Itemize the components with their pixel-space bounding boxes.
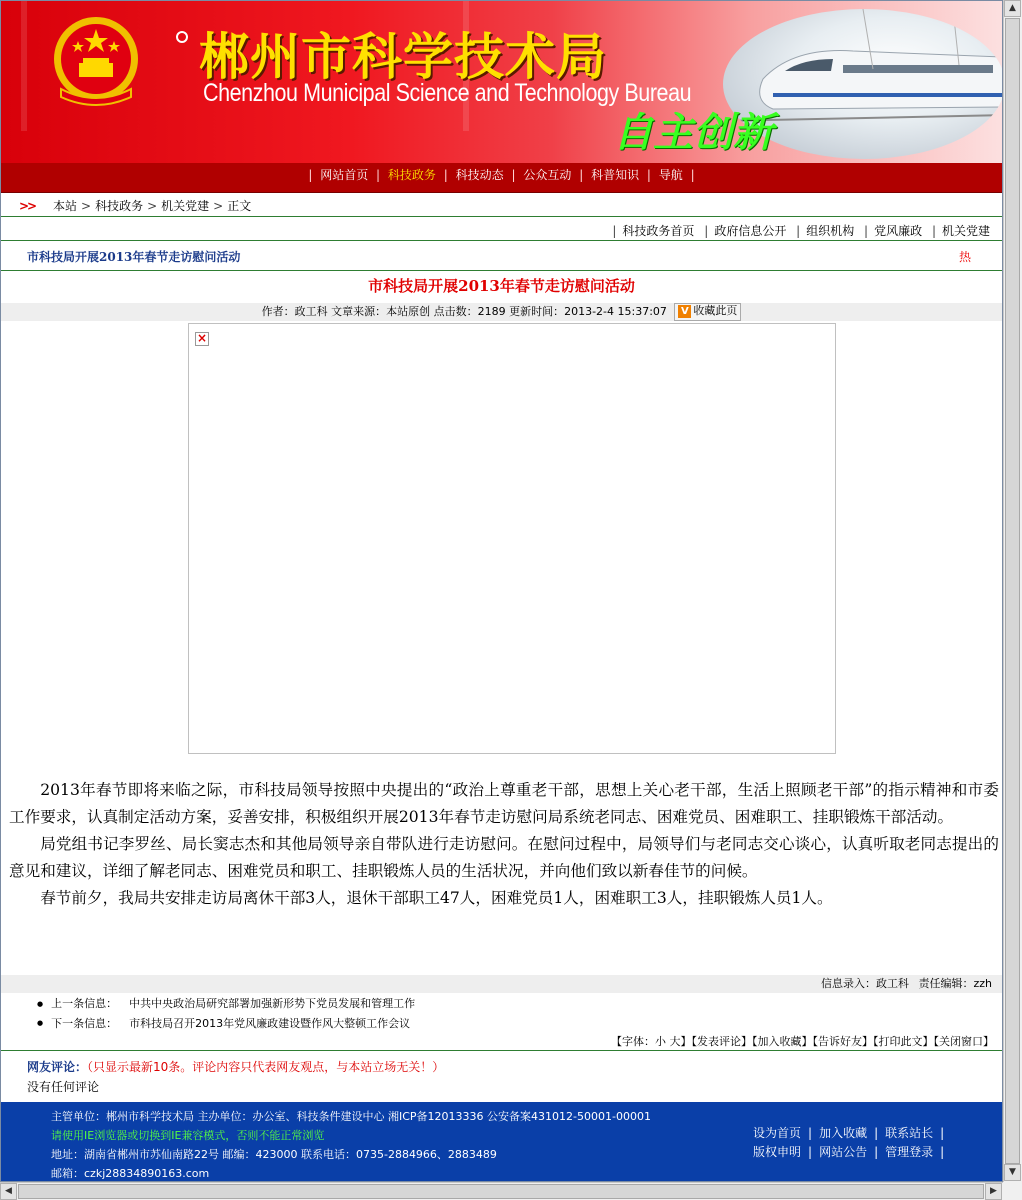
nav-item-public[interactable]: 公众互动: [523, 168, 572, 182]
footer-add-favorite-link[interactable]: 加入收藏: [819, 1126, 868, 1140]
national-emblem-icon: [51, 11, 141, 111]
subnav-item-party[interactable]: 机关党建: [941, 224, 990, 238]
decor-ring: [176, 31, 188, 43]
breadcrumb-home[interactable]: 本站: [53, 199, 78, 213]
hit-count: 2189: [477, 305, 506, 318]
footer-copyright-link[interactable]: 版权申明: [753, 1145, 802, 1159]
tell-friend-button[interactable]: 【告诉好友】: [812, 1035, 873, 1048]
scrollbar-corner: [1003, 1182, 1022, 1200]
next-article-link[interactable]: 市科技局召开2013年党风廉政建设暨作风大整顿工作会议: [129, 1016, 411, 1030]
subnav-item-integrity[interactable]: 党风廉政: [874, 224, 923, 238]
slogan-text: 自主创新: [613, 110, 773, 156]
nav-item-gov-affairs[interactable]: 科技政务: [387, 168, 436, 182]
bar-title: 市科技局开展2013年春节走访慰问活动: [27, 250, 241, 264]
comments-section: [27, 1057, 444, 1097]
comments-label: 网友评论：: [27, 1060, 88, 1074]
banner-stripe: [21, 1, 27, 131]
sub-nav: | 科技政务首页 | 政府信息公开 | 组织机构 | 党风廉政 | 机关党建: [1, 221, 1002, 241]
vertical-scrollbar[interactable]: [1003, 0, 1022, 1182]
footer-notice-link[interactable]: 网站公告: [819, 1145, 868, 1159]
footer-set-homepage-link[interactable]: 设为首页: [753, 1126, 802, 1140]
font-small-button[interactable]: 小: [655, 1035, 666, 1048]
breadcrumb-current: 正文: [227, 199, 252, 213]
entry-by: 信息录入：政工科: [820, 977, 909, 990]
scroll-down-icon[interactable]: ▼: [1004, 1164, 1021, 1181]
article-title-bar: [1, 243, 1002, 271]
article-body: [9, 777, 999, 912]
update-time: 2013-2-4 15:37:07: [564, 305, 667, 318]
add-favorite-button[interactable]: 【加入收藏】: [752, 1035, 813, 1048]
footer-email: 邮箱：czkj28834890163.com: [51, 1167, 210, 1180]
scroll-right-icon[interactable]: ▶: [985, 1183, 1002, 1200]
nav-item-news[interactable]: 科技动态: [455, 168, 504, 182]
footer: 主管单位：郴州市科学技术局 主办单位：办公室、科技条件建设中心 湘ICP备12013336 公安备案431012-50001-00001 请使用IE浏览器或切换到IE兼容模式，否则不能正常浏览 地址：湖南省郴州市苏仙南路22号 邮编：423000 联系电话：0735-2884966、2883489 邮箱：czkj28834890163.com 设为首页 | 加入收藏 | 联系站长 | 版权申明 | 网站公告 | 管理登录 |: [1, 1102, 1002, 1182]
hot-badge: 热: [959, 250, 972, 264]
breadcrumb-arrow-icon: >>: [19, 199, 36, 213]
nav-item-home[interactable]: 网站首页: [320, 168, 369, 182]
bookmark-page-button[interactable]: V 收藏此页: [674, 303, 741, 321]
breadcrumb-gov-affairs[interactable]: 科技政务: [95, 199, 144, 213]
comments-empty: 没有任何评论: [27, 1080, 100, 1094]
footer-contact-link[interactable]: 联系站长: [885, 1126, 934, 1140]
nav-item-guide[interactable]: 导航: [658, 168, 683, 182]
author: 政工科: [294, 305, 328, 318]
article-tools: 【字体：小 大】【发表评论】【加入收藏】【告诉好友】【打印此文】【关闭窗口】: [1, 1033, 1002, 1051]
breadcrumb-party[interactable]: 机关党建: [161, 199, 210, 213]
print-button[interactable]: 【打印此文】: [873, 1035, 934, 1048]
horizontal-scroll-thumb[interactable]: [18, 1184, 984, 1199]
horizontal-scrollbar[interactable]: [0, 1182, 1003, 1200]
article-paragraph: 2013年春节即将来临之际，市科技局领导按照中央提出的“政治上尊重老干部，思想上关心老干部，生活上照顾老干部”的指示精神和市委工作要求，认真制定活动方案，妥善安排，积极组织开展2013年春节走访慰问局系统老同志、困难党员、困难职工、挂职锻炼干部活动。: [9, 781, 999, 826]
footer-address: 地址：湖南省郴州市苏仙南路22号 邮编：423000 联系电话：0735-2884966、2883489: [51, 1148, 497, 1161]
vertical-scroll-thumb[interactable]: [1005, 18, 1020, 1164]
header-banner: [1, 1, 1002, 163]
editor-info: [1, 975, 1002, 993]
subnav-item-gov-home[interactable]: 科技政务首页: [622, 224, 695, 238]
subnav-item-info-open[interactable]: 政府信息公开: [714, 224, 787, 238]
article-image: [188, 323, 836, 754]
scroll-left-icon[interactable]: ◀: [0, 1183, 17, 1200]
close-window-button[interactable]: 【关闭窗口】: [933, 1035, 994, 1048]
scroll-up-icon[interactable]: ▲: [1004, 0, 1021, 17]
source: 本站原创: [386, 305, 431, 318]
comments-note: （只显示最新10条。评论内容只代表网友观点，与本站立场无关！）: [87, 1060, 445, 1074]
footer-admin-login-link[interactable]: 管理登录: [885, 1145, 934, 1159]
bookmark-icon: V: [678, 305, 691, 318]
site-title-en: Chenzhou Municipal Science and Technology Bureau: [203, 79, 692, 107]
nav-item-science[interactable]: 科普知识: [591, 168, 640, 182]
breadcrumb: >> 本站 > 科技政务 > 机关党建 > 正文: [1, 195, 1002, 217]
responsible-editor: 责任编辑：zzh: [918, 977, 992, 990]
prev-next-links: ● 上一条信息： 中共中央政治局研究部署加强新形势下党员发展和管理工作 ● 下一条信息： 市科技局召开2013年党风廉政建设暨作风大整顿工作会议: [37, 994, 415, 1033]
site-title-cn: 郴州市科学技术局: [199, 28, 607, 86]
subnav-item-organization[interactable]: 组织机构: [806, 224, 855, 238]
article-paragraph: 春节前夕，我局共安排走访局离休干部3人，退休干部职工47人，困难党员1人，困难职工3人，挂职锻炼人员1人。: [40, 889, 833, 907]
footer-browser-warning: 请使用IE浏览器或切换到IE兼容模式，否则不能正常浏览: [51, 1129, 325, 1142]
prev-article-link[interactable]: 中共中央政治局研究部署加强新形势下党员发展和管理工作: [129, 997, 416, 1010]
main-nav: | 网站首页 | 科技政务 | 科技动态 | 公众互动 | 科普知识 | 导航 |: [1, 163, 1002, 193]
post-comment-button[interactable]: 【发表评论】: [691, 1035, 752, 1048]
broken-image-icon: ×: [196, 331, 208, 345]
footer-org-info: 主管单位：郴州市科学技术局 主办单位：办公室、科技条件建设中心 湘ICP备12013336 公安备案431012-50001-00001: [51, 1110, 651, 1123]
font-large-button[interactable]: 大: [669, 1035, 681, 1048]
article-title: 市科技局开展2013年春节走访慰问活动: [368, 277, 635, 295]
article-meta: 作者：政工科 文章来源：本站原创 点击数：2189 更新时间：2013-2-4 15:37:07 V 收藏此页: [1, 303, 1002, 321]
article-paragraph: 局党组书记李罗丝、局长窦志杰和其他局领导亲自带队进行走访慰问。在慰问过程中，局领导们与老同志交心谈心，认真听取老同志提出的意见和建议，详细了解老同志、困难党员和职工、挂职锻炼人员的生活状况，并向他们致以新春佳节的问候。: [9, 835, 999, 880]
